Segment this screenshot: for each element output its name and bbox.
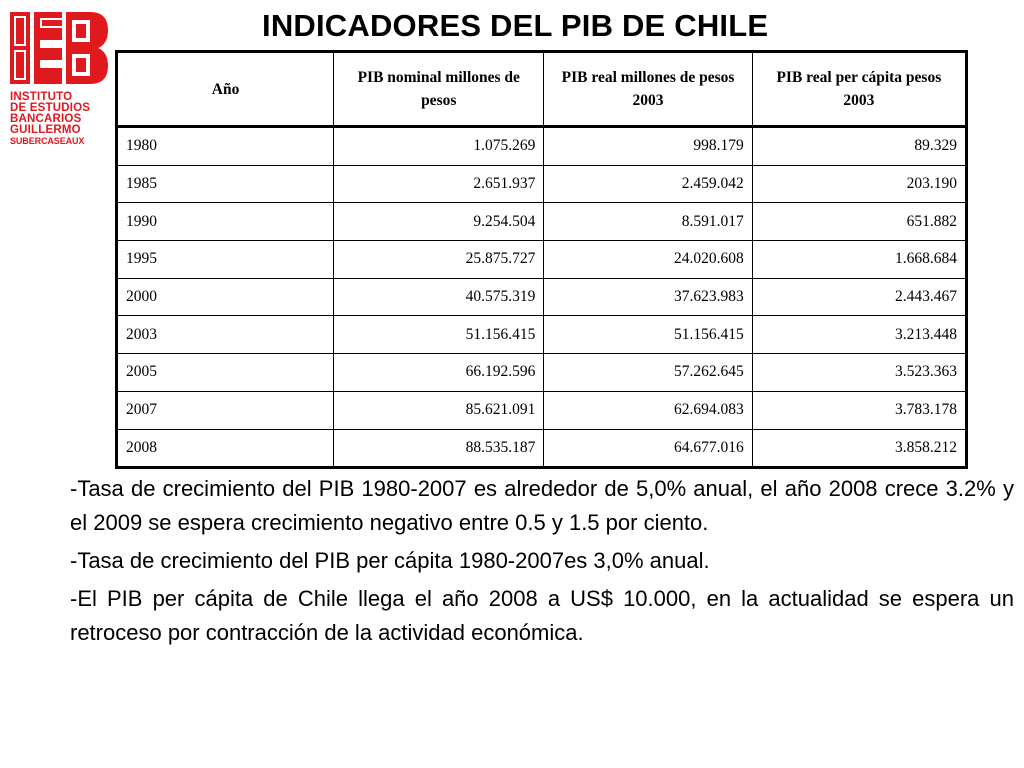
cell-year: 1985 xyxy=(117,165,334,203)
cell-real-gdp-per-capita: 89.329 xyxy=(752,127,966,166)
institute-logo xyxy=(10,12,110,147)
column-header-year: Año xyxy=(117,52,334,127)
table-row xyxy=(117,391,967,429)
table-row xyxy=(117,165,967,203)
page-title: INDICADORES DEL PIB DE CHILE xyxy=(262,8,769,43)
cell-real-gdp-per-capita: 3.213.448 xyxy=(752,316,966,354)
column-header-nominal-gdp: PIB nominal millones de pesos xyxy=(334,52,544,127)
gdp-table xyxy=(115,50,968,469)
cell-year: 1980 xyxy=(117,127,334,166)
cell-year: 2005 xyxy=(117,354,334,392)
cell-real-gdp-per-capita: 3.523.363 xyxy=(752,354,966,392)
cell-real-gdp: 24.020.608 xyxy=(544,241,752,279)
cell-year: 2007 xyxy=(117,391,334,429)
cell-real-gdp-per-capita: 3.783.178 xyxy=(752,391,966,429)
logo-line: BANCARIOS xyxy=(10,113,82,125)
cell-real-gdp-per-capita: 3.858.212 xyxy=(752,429,966,468)
cell-real-gdp: 37.623.983 xyxy=(544,278,752,316)
cell-year: 1990 xyxy=(117,203,334,241)
cell-year: 1995 xyxy=(117,241,334,279)
cell-nominal-gdp: 1.075.269 xyxy=(334,127,544,166)
logo-wordmark xyxy=(10,92,110,147)
table-header-row xyxy=(117,52,967,127)
table-row xyxy=(117,203,967,241)
column-header-real-gdp: PIB real millones de pesos 2003 xyxy=(544,52,752,127)
commentary xyxy=(70,472,1014,654)
cell-real-gdp: 57.262.645 xyxy=(544,354,752,392)
cell-year: 2003 xyxy=(117,316,334,354)
table-row xyxy=(117,127,967,166)
logo-line: SUBERCASEAUX xyxy=(10,136,85,146)
cell-nominal-gdp: 2.651.937 xyxy=(334,165,544,203)
table-row xyxy=(117,278,967,316)
logo-line: INSTITUTO xyxy=(10,91,73,103)
cell-year: 2008 xyxy=(117,429,334,468)
cell-real-gdp: 51.156.415 xyxy=(544,316,752,354)
logo-line: GUILLERMO xyxy=(10,124,81,136)
cell-real-gdp: 62.694.083 xyxy=(544,391,752,429)
column-header-real-gdp-per-capita: PIB real per cápita pesos 2003 xyxy=(752,52,966,127)
table-body xyxy=(117,127,967,468)
cell-real-gdp: 64.677.016 xyxy=(544,429,752,468)
ieb-logo-mark-icon xyxy=(10,12,108,84)
table-row xyxy=(117,429,967,468)
table-row xyxy=(117,241,967,279)
cell-real-gdp-per-capita: 203.190 xyxy=(752,165,966,203)
table-row xyxy=(117,316,967,354)
cell-nominal-gdp: 25.875.727 xyxy=(334,241,544,279)
per-capita-growth-paragraph: -Tasa de crecimiento del PIB per cápita 1980-2007es 3,0% anual. xyxy=(70,548,710,573)
cell-real-gdp-per-capita: 651.882 xyxy=(752,203,966,241)
logo-line: DE ESTUDIOS xyxy=(10,102,91,114)
growth-paragraph: -Tasa de crecimiento del PIB 1980-2007 es alrededor de 5,0% anual, el año 2008 crece 3.2% y el 2009 se espera crecimiento negativo entre 0.5 y 1.5 por ciento. xyxy=(70,476,1014,535)
table-row xyxy=(117,354,967,392)
cell-nominal-gdp: 40.575.319 xyxy=(334,278,544,316)
cell-nominal-gdp: 51.156.415 xyxy=(334,316,544,354)
cell-real-gdp: 8.591.017 xyxy=(544,203,752,241)
cell-nominal-gdp: 88.535.187 xyxy=(334,429,544,468)
cell-real-gdp: 2.459.042 xyxy=(544,165,752,203)
cell-nominal-gdp: 66.192.596 xyxy=(334,354,544,392)
cell-nominal-gdp: 9.254.504 xyxy=(334,203,544,241)
cell-real-gdp-per-capita: 2.443.467 xyxy=(752,278,966,316)
cell-nominal-gdp: 85.621.091 xyxy=(334,391,544,429)
per-capita-level-paragraph: -El PIB per cápita de Chile llega el año 2008 a US$ 10.000, en la actualidad se espera un retroceso por contracción de la actividad económica. xyxy=(70,586,1014,645)
cell-year: 2000 xyxy=(117,278,334,316)
cell-real-gdp-per-capita: 1.668.684 xyxy=(752,241,966,279)
cell-real-gdp: 998.179 xyxy=(544,127,752,166)
